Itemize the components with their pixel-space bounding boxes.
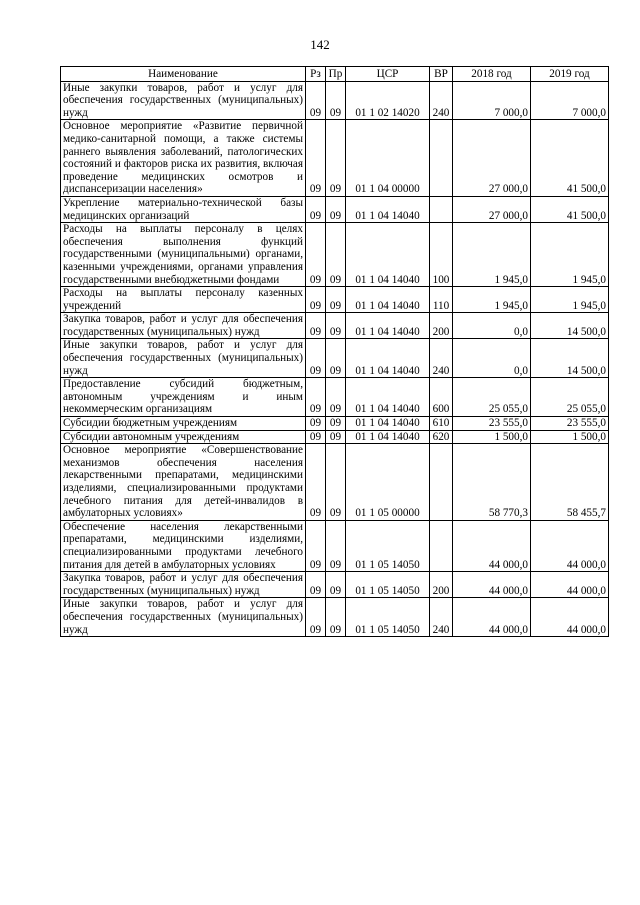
cell-pr: 09 (326, 378, 346, 417)
cell-2018: 7 000,0 (453, 81, 531, 120)
table-row (61, 223, 609, 287)
table-row (61, 287, 609, 313)
cell-name: Закупка товаров, работ и услуг для обеспечения государственных (муниципальных) нужд (61, 313, 306, 339)
page-number: 142 (310, 37, 330, 52)
cell-csr: 01 1 04 14040 (346, 378, 430, 417)
cell-csr: 01 1 04 14040 (346, 196, 430, 222)
cell-2019: 44 000,0 (531, 598, 609, 637)
cell-pr: 09 (326, 81, 346, 120)
cell-csr: 01 1 05 00000 (346, 444, 430, 521)
cell-name: Предоставление субсидий бюджетным, автономным учреждениям и иным некоммерческим организациям (61, 378, 306, 417)
cell-rz: 09 (306, 598, 326, 637)
cell-rz: 09 (306, 223, 326, 287)
cell-csr: 01 1 05 14050 (346, 520, 430, 571)
column-header-rz: Рз (306, 67, 326, 82)
table-row (61, 520, 609, 571)
column-header-2019: 2019 год (531, 67, 609, 82)
table-row (61, 378, 609, 417)
cell-2018: 1 945,0 (453, 223, 531, 287)
cell-vr: 620 (430, 430, 453, 444)
table-row (61, 430, 609, 444)
cell-name: Основное мероприятие «Развитие первичной медико-санитарной помощи, а также системы раннего выявления заболеваний, патологических состояний и факторов риска их развития, включая проведение медицинских осмотров и диспансеризации населения» (61, 120, 306, 197)
column-header-name: Наименование (61, 67, 306, 82)
column-header-vr: ВР (430, 67, 453, 82)
cell-2019: 44 000,0 (531, 520, 609, 571)
cell-vr (430, 444, 453, 521)
cell-2018: 1 500,0 (453, 430, 531, 444)
cell-pr: 09 (326, 572, 346, 598)
cell-vr: 200 (430, 313, 453, 339)
cell-pr: 09 (326, 196, 346, 222)
cell-vr: 110 (430, 287, 453, 313)
cell-2018: 44 000,0 (453, 520, 531, 571)
column-header-2018: 2018 год (453, 67, 531, 82)
cell-csr: 01 1 04 14040 (346, 287, 430, 313)
table-row (61, 120, 609, 197)
cell-csr: 01 1 05 14050 (346, 598, 430, 637)
table-body (61, 81, 609, 637)
cell-csr: 01 1 04 14040 (346, 430, 430, 444)
cell-rz: 09 (306, 520, 326, 571)
cell-2018: 44 000,0 (453, 572, 531, 598)
cell-2019: 7 000,0 (531, 81, 609, 120)
table-row (61, 196, 609, 222)
cell-vr (430, 120, 453, 197)
cell-2019: 44 000,0 (531, 572, 609, 598)
cell-vr: 600 (430, 378, 453, 417)
cell-vr: 100 (430, 223, 453, 287)
column-header-csr: ЦСР (346, 67, 430, 82)
cell-vr: 610 (430, 417, 453, 431)
cell-2018: 0,0 (453, 313, 531, 339)
cell-name: Закупка товаров, работ и услуг для обеспечения государственных (муниципальных) нужд (61, 572, 306, 598)
cell-pr: 09 (326, 520, 346, 571)
cell-pr: 09 (326, 120, 346, 197)
cell-vr (430, 196, 453, 222)
cell-csr: 01 1 04 14040 (346, 417, 430, 431)
cell-name: Иные закупки товаров, работ и услуг для обеспечения государственных (муниципальных) нужд (61, 81, 306, 120)
cell-pr: 09 (326, 287, 346, 313)
table-row (61, 572, 609, 598)
table-row (61, 417, 609, 431)
cell-2019: 14 500,0 (531, 313, 609, 339)
cell-rz: 09 (306, 196, 326, 222)
budget-table (60, 66, 609, 637)
table-row (61, 339, 609, 378)
cell-pr: 09 (326, 444, 346, 521)
cell-name: Расходы на выплаты персоналу казенных учреждений (61, 287, 306, 313)
cell-2019: 41 500,0 (531, 196, 609, 222)
cell-pr: 09 (326, 417, 346, 431)
cell-2019: 23 555,0 (531, 417, 609, 431)
cell-pr: 09 (326, 313, 346, 339)
cell-2018: 27 000,0 (453, 196, 531, 222)
cell-2019: 25 055,0 (531, 378, 609, 417)
cell-vr: 240 (430, 598, 453, 637)
cell-rz: 09 (306, 313, 326, 339)
table-row (61, 444, 609, 521)
cell-2018: 44 000,0 (453, 598, 531, 637)
table-row (61, 313, 609, 339)
cell-pr: 09 (326, 223, 346, 287)
cell-2018: 1 945,0 (453, 287, 531, 313)
cell-name: Расходы на выплаты персоналу в целях обеспечения выполнения функций государственными (муниципальными) органами, казенными учреждениями, органами управления государственными внебюджетными фондами (61, 223, 306, 287)
cell-2018: 25 055,0 (453, 378, 531, 417)
cell-rz: 09 (306, 287, 326, 313)
cell-rz: 09 (306, 444, 326, 521)
cell-2018: 23 555,0 (453, 417, 531, 431)
cell-csr: 01 1 02 14020 (346, 81, 430, 120)
cell-rz: 09 (306, 378, 326, 417)
cell-name: Иные закупки товаров, работ и услуг для обеспечения государственных (муниципальных) нужд (61, 339, 306, 378)
cell-2019: 41 500,0 (531, 120, 609, 197)
table-row (61, 81, 609, 120)
cell-2019: 1 945,0 (531, 223, 609, 287)
cell-pr: 09 (326, 430, 346, 444)
cell-name: Иные закупки товаров, работ и услуг для обеспечения государственных (муниципальных) нужд (61, 598, 306, 637)
table-header-row (61, 67, 609, 82)
table-row (61, 598, 609, 637)
cell-2019: 1 500,0 (531, 430, 609, 444)
cell-csr: 01 1 04 14040 (346, 223, 430, 287)
cell-vr (430, 520, 453, 571)
cell-name: Укрепление материально-технической базы медицинских организаций (61, 196, 306, 222)
cell-2019: 1 945,0 (531, 287, 609, 313)
cell-rz: 09 (306, 120, 326, 197)
column-header-pr: Пр (326, 67, 346, 82)
cell-csr: 01 1 04 14040 (346, 313, 430, 339)
cell-rz: 09 (306, 81, 326, 120)
cell-csr: 01 1 04 00000 (346, 120, 430, 197)
cell-rz: 09 (306, 417, 326, 431)
cell-2019: 14 500,0 (531, 339, 609, 378)
cell-rz: 09 (306, 572, 326, 598)
cell-rz: 09 (306, 430, 326, 444)
cell-csr: 01 1 04 14040 (346, 339, 430, 378)
cell-csr: 01 1 05 14050 (346, 572, 430, 598)
cell-vr: 240 (430, 81, 453, 120)
cell-name: Основное мероприятие «Совершенствование механизмов обеспечения населения лекарственными препаратами, медицинскими изделиями, специализированными продуктами лечебного питания для детей-инвалидов в амбулаторных условиях» (61, 444, 306, 521)
cell-2018: 27 000,0 (453, 120, 531, 197)
cell-vr: 200 (430, 572, 453, 598)
cell-name: Субсидии бюджетным учреждениям (61, 417, 306, 431)
cell-2019: 58 455,7 (531, 444, 609, 521)
cell-2018: 0,0 (453, 339, 531, 378)
cell-pr: 09 (326, 598, 346, 637)
cell-vr: 240 (430, 339, 453, 378)
cell-2018: 58 770,3 (453, 444, 531, 521)
cell-pr: 09 (326, 339, 346, 378)
cell-rz: 09 (306, 339, 326, 378)
cell-name: Обеспечение населения лекарственными препаратами, медицинскими изделиями, специализированными продуктами лечебного питания для детей в амбулаторных условиях (61, 520, 306, 571)
cell-name: Субсидии автономным учреждениям (61, 430, 306, 444)
